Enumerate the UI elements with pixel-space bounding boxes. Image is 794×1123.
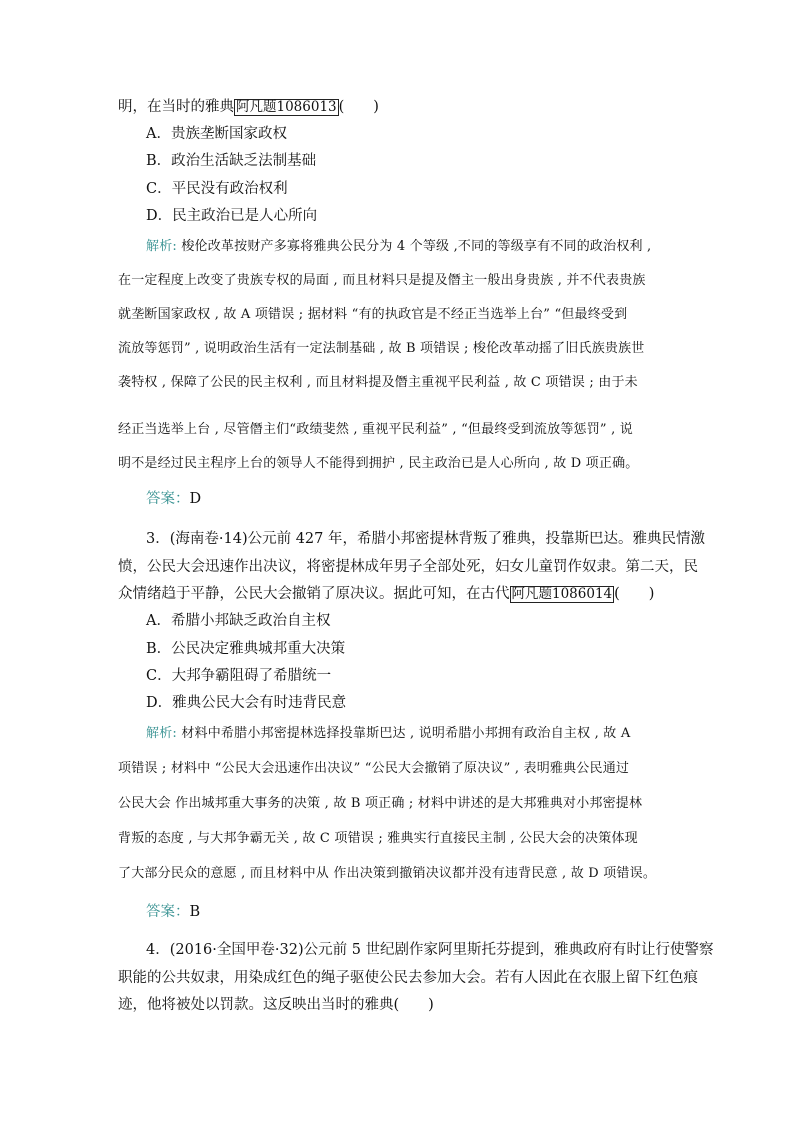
q2-option-b: B．政治生活缺乏法制基础 (146, 153, 317, 169)
q3-answer-value: B (189, 904, 201, 920)
q3-stem-line-1: 3．(海南卷·14)公元前 427 年，希腊小邦密提林背叛了雅典，投靠斯巴达。雅典民情激 (146, 531, 705, 547)
q3-answer-label: 答案： (146, 904, 190, 920)
q3-option-c: C．大邦争霸阻碍了希腊统一 (146, 668, 332, 684)
q2-answer (146, 490, 706, 508)
q3-explanation-line-3: 公民大会 作出城邦重大事务的决策 , 故 B 项正确 ; 材料中讲述的是大邦雅典对小邦密提林 (118, 796, 643, 811)
q3-answer-paren: ( ) (614, 586, 655, 602)
q3-stem-text: 众情绪趋于平静，公民大会撤销了原决议。据此可知，在古代 (118, 586, 510, 602)
q2-stem-text: 明，在当时的雅典 (118, 99, 234, 115)
q2-code-link[interactable]: 阿凡题1086013 (236, 99, 337, 115)
q2-option-a: A．贵族垄断国家政权 (146, 126, 287, 142)
q3-explanation-line-5: 了大部分民众的意愿 , 而且材料中从 作出决策到撤销决议都并没有违背民意 , 故 D 项错误。 (118, 866, 657, 881)
q3-option-d: D．雅典公民大会有时违背民意 (146, 695, 347, 711)
q3-option-b: B．公民决定雅典城邦重大决策 (146, 641, 346, 657)
q4-stem-line-2: 职能的公共奴隶，用染成红色的绳子驱使公民去参加大会。若有人因此在衣服上留下红色痕 (118, 970, 698, 986)
q4-stem-line-1: 4．(2016·全国甲卷·32)公元前 5 世纪剧作家阿里斯托芬提到，雅典政府有时让行使警察 (146, 942, 714, 958)
q2-explanation-line-1: 解析: 梭伦改革按财产多寡将雅典公民分为 4 个等级 ,不同的等级享有不同的政治权利 , (146, 239, 652, 254)
q2-option-c: C．平民没有政治权利 (146, 181, 288, 197)
q3-code-link[interactable]: 阿凡题1086014 (511, 586, 613, 602)
q2-explanation-line-5: 袭特权 , 保障了公民的民主权利 , 而且材料提及僭主重视平民利益 , 故 C 项错误 ; 由于未 (118, 375, 638, 390)
q2-explanation-line-3: 就垄断国家政权 , 故 A 项错误 ; 据材料 “有的执政官是不经正当选举上台” “但最终受到 (118, 307, 628, 322)
q3-explanation-line-4: 背叛的态度 , 与大邦争霸无关 , 故 C 项错误 ; 雅典实行直接民主制 , 公民大会的决策体现 (118, 831, 638, 846)
q2-answer-value: D (189, 491, 202, 507)
q2-answer-label: 答案： (146, 491, 190, 507)
q2-stem-tail (118, 98, 678, 116)
q2-explanation-line-6: 经正当选举上台 , 尽管僭主们“政绩斐然 , 重视平民利益” , “但最终受到流放等惩罚” , 说 (118, 422, 633, 437)
q2-answer-paren: ( ) (338, 99, 379, 115)
q3-answer (146, 903, 706, 921)
q3-explanation-line-1: 解析: 材料中希腊小邦密提林选择投靠斯巴达 , 说明希腊小邦拥有政治自主权 , 故 A (146, 726, 631, 741)
q2-explanation-line-7: 明不是经过民主程序上台的领导人不能得到拥护 , 民主政治已是人心所向 , 故 D 项正确。 (118, 456, 639, 471)
q4-stem-line-3: 迹，他将被处以罚款。这反映出当时的雅典( ) (118, 997, 434, 1013)
q3-stem-line-3 (118, 585, 678, 603)
q3-stem-line-2: 愤，公民大会迅速作出决议，将密提林成年男子全部处死，妇女儿童罚作奴隶。第二天，民 (118, 559, 698, 575)
q3-option-a: A．希腊小邦缺乏政治自主权 (146, 613, 331, 629)
q3-explanation-label: 解析: (146, 726, 177, 741)
q2-explanation-line-4: 流放等惩罚” , 说明政治生活有一定法制基础 , 故 B 项错误 ; 梭伦改革动摇了旧氏族贵族世 (118, 341, 645, 356)
q2-explanation-label: 解析: (146, 239, 177, 254)
q2-explanation-line-2: 在一定程度上改变了贵族专权的局面 , 而且材料只是提及僭主一般出身贵族 , 并不代表贵族 (118, 273, 646, 288)
q3-explanation-line-2: 项错误 ; 材料中 “公民大会迅速作出决议” “公民大会撤销了原决议” , 表明雅典公民通过 (118, 761, 630, 776)
q2-option-d: D．民主政治已是人心所向 (146, 208, 318, 224)
